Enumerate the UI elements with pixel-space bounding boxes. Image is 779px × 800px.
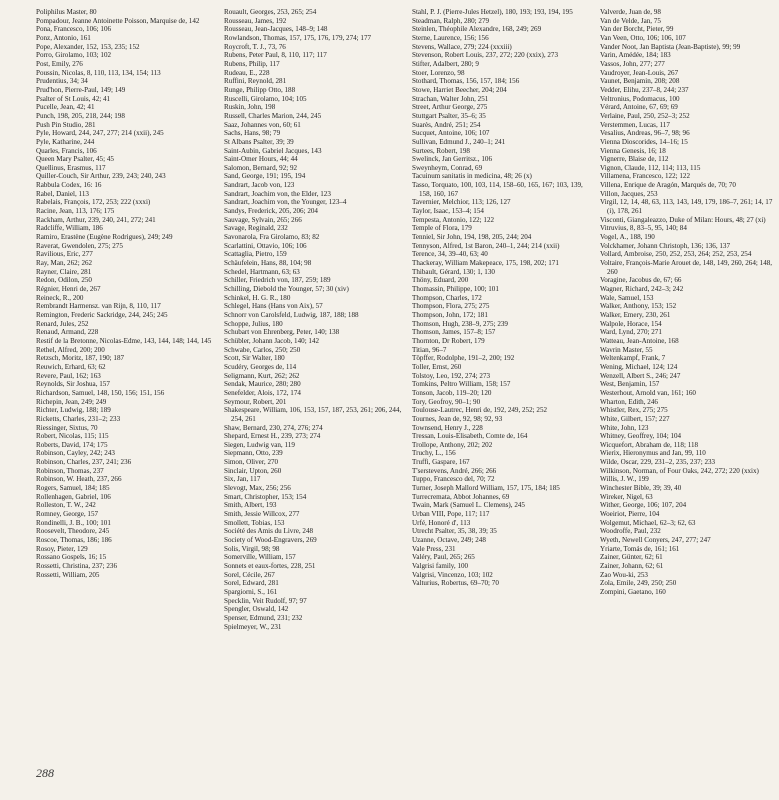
index-entry: Schnorr von Carolsfeld, Ludwig, 187, 188; 188 <box>224 310 359 319</box>
index-entry: Simon, Oliver, 270 <box>224 458 279 467</box>
index-entry: Suarès, André, 251; 254 <box>412 120 481 129</box>
index-entry: Tomkins, Peltro William, 158; 157 <box>412 380 511 389</box>
index-entry: Sorel, Cécile, 267 <box>224 570 275 579</box>
index-entry: Renaud, Armand, 228 <box>36 328 99 337</box>
index-entry: Renard, Jules, 252 <box>36 319 89 328</box>
index-column-2 <box>224 8 403 631</box>
index-entry: Walpole, Horace, 154 <box>600 319 662 328</box>
index-entry: Van der Borcht, Pieter, 99 <box>600 25 674 34</box>
index-entry: Thibault, Gérard, 130; 1, 130 <box>412 267 495 276</box>
index-entry: Robinson, Charles, 237, 241; 236 <box>36 458 132 467</box>
index-entry: Sandrart, Joachim von, the Elder, 123 <box>224 189 331 198</box>
index-entry: Scudéry, Georges de, 114 <box>224 362 297 371</box>
index-entry: Terence, 34, 39–40, 63; 40 <box>412 250 488 259</box>
index-entry: Ponz, Antonio, 161 <box>36 33 91 42</box>
index-entry: Tory, Geofroy, 90–1; 90 <box>412 397 481 406</box>
index-entry: Salomon, Bernard, 92; 92 <box>224 163 298 172</box>
index-entry: Walker, Anthony, 153; 152 <box>600 302 677 311</box>
index-entry: Rosoy, Pieter, 129 <box>36 544 88 553</box>
index-entry: Schlegel, Hans (Hans von Aix), 57 <box>224 302 323 311</box>
index-entry: Varin, Amédée, 184; 183 <box>600 51 671 60</box>
index-entry: Rousseau, Jean-Jacques, 148–9; 148 <box>224 25 328 34</box>
index-entry: Stothard, Thomas, 156, 157, 184; 156 <box>412 77 520 86</box>
index-entry: Tasso, Torquato, 100, 103, 114, 158–60, 165, 167; 103, 139, 158, 160, 167 <box>412 181 583 198</box>
index-entry: Pyle, Katharine, 244 <box>36 137 95 146</box>
index-entry: Society of Wood-Engravers, 269 <box>224 536 317 545</box>
index-entry: Turrecremata, Abbot Johannes, 69 <box>412 492 510 501</box>
index-entry: Smith, Albert, 193 <box>224 501 277 510</box>
index-entry: Thornton, Dr Robert, 179 <box>412 336 485 345</box>
index-entry: Van de Velde, Jan, 75 <box>600 16 661 25</box>
index-entry: Toller, Ernst, 260 <box>412 362 462 371</box>
index-entry: Slevogt, Max, 256; 256 <box>224 484 291 493</box>
index-entry: Vignon, Claude, 112, 114; 113, 115 <box>600 163 701 172</box>
index-entry: Schiller, Friedrich von, 187, 259; 189 <box>224 276 331 285</box>
index-entry: Wilde, Oscar, 229, 231–2, 235, 237; 233 <box>600 458 716 467</box>
index-entry: Rouault, Georges, 253, 265; 254 <box>224 8 317 16</box>
index-entry: Reynolds, Sir Joshua, 157 <box>36 380 110 389</box>
index-entry: Urfé, Honoré d', 113 <box>412 518 471 527</box>
index-entry: Tuppo, Francesco del, 70; 72 <box>412 475 495 484</box>
index-entry: Smollett, Tobias, 153 <box>224 518 285 527</box>
index-entry: Thompson, Flora, 275; 275 <box>412 302 490 311</box>
index-entry: Rethel, Alfred, 200; 200 <box>36 345 105 354</box>
index-entry: Yriarte, Tomás de, 161; 161 <box>600 544 680 553</box>
index-entry: Utrecht Psalter, 35, 38, 39; 35 <box>412 527 497 536</box>
index-column-4 <box>600 8 779 631</box>
index-entry: Pucelle, Jean, 42; 41 <box>36 103 95 112</box>
index-entry: Taylor, Isaac, 153–4; 154 <box>412 207 484 216</box>
index-entry: Ricketts, Charles, 231–2; 233 <box>36 414 121 423</box>
index-entry: Thackeray, William Makepeace, 175, 198, 202; 171 <box>412 259 559 268</box>
index-entry: Robinson, Thomas, 237 <box>36 466 104 475</box>
index-entry: Reineck, R., 200 <box>36 293 84 302</box>
index-entry: Vignerre, Blaise de, 112 <box>600 155 669 164</box>
index-entry: Rudeau, E., 228 <box>224 68 270 77</box>
index-entry: Tournes, Jean de, 92, 98; 92, 93 <box>412 414 503 423</box>
index-entry: Schubart von Ehrenberg, Peter, 140; 138 <box>224 328 340 337</box>
index-entry: Schinkel, H. G. R., 180 <box>224 293 291 302</box>
index-entry: Remington, Frederic Sackridge, 244, 245; 245 <box>36 310 168 319</box>
index-entry: Robinson, W. Heath, 237, 266 <box>36 475 122 484</box>
index-entry: Rackham, Arthur, 239, 240, 241, 272; 241 <box>36 215 156 224</box>
index-entry: Wilkinson, Norman, of Four Oaks, 242, 272; 220 (xxix) <box>600 466 759 475</box>
index-columns <box>36 8 779 631</box>
index-entry: Vogel, A., 188, 190 <box>600 233 655 242</box>
index-entry: Zao Wou-ki, 253 <box>600 570 648 579</box>
index-entry: Street, Arthur George, 275 <box>412 103 488 112</box>
index-entry: Stuttgart Psalter, 35–6; 35 <box>412 111 486 120</box>
index-entry: Pompadour, Jeanne Antoinette Poisson, Marquise de, 142 <box>36 16 200 25</box>
index-entry: Rowlandson, Thomas, 157, 175, 176, 179, 274; 177 <box>224 33 372 42</box>
index-entry: Swelinck, Jan Gerritsz., 106 <box>412 155 492 164</box>
index-entry: Weltenkampf, Frank, 7 <box>600 354 666 363</box>
index-entry: Société des Amis du Livre, 248 <box>224 527 314 536</box>
index-entry: Ray, Man, 262; 262 <box>36 259 93 268</box>
index-entry: Sorel, Edward, 281 <box>224 579 279 588</box>
index-entry: Wither, George, 106; 107, 204 <box>600 501 687 510</box>
index-entry: Strachan, Walter John, 251 <box>412 94 489 103</box>
index-entry: Valgrisi, Vincenzo, 103; 102 <box>412 570 493 579</box>
index-entry: West, Benjamin, 157 <box>600 380 660 389</box>
index-entry: Scattaglia, Pietro, 159 <box>224 250 287 259</box>
index-entry: Thomassin, Philippe, 100; 101 <box>412 285 499 293</box>
index-entry: Valéry, Paul, 265; 265 <box>412 553 475 562</box>
index-entry: Senefelder, Alois, 172, 174 <box>224 388 301 397</box>
index-entry: Roberts, David, 174; 175 <box>36 440 108 449</box>
index-entry: Tressan, Louis-Elisabeth, Comte de, 164 <box>412 432 528 441</box>
index-entry: Stifter, Adalbert, 280; 9 <box>412 59 479 68</box>
index-entry: Vedder, Elihu, 237–8, 244; 237 <box>600 85 689 94</box>
index-entry: Racine, Jean, 113, 176; 175 <box>36 207 115 216</box>
index-entry: Schwabe, Carlos, 250; 250 <box>224 345 301 354</box>
index-entry: Shaw, Bernard, 230, 274, 276; 274 <box>224 423 323 432</box>
index-entry: Ward, Lynd, 270; 271 <box>600 328 662 337</box>
index-entry: Thompson, Charles, 172 <box>412 293 482 302</box>
index-entry: Seymour, Robert, 201 <box>224 397 287 406</box>
index-entry: Trollope, Anthony, 202; 202 <box>412 440 493 449</box>
index-entry: Sand, George, 191; 195, 194 <box>224 172 306 181</box>
index-entry: Vaunet, Benjamin, 208; 208 <box>600 77 680 86</box>
index-entry: Schilling, Diebold the Younger, 57; 30 (xiv) <box>224 285 349 293</box>
index-entry: Prudentius, 34; 34 <box>36 77 88 86</box>
index-entry: Tenniel, Sir John, 194, 198, 205, 244; 204 <box>412 233 532 242</box>
index-entry: Redon, Odilon, 250 <box>36 276 92 285</box>
index-entry: Woeiriot, Pierre, 104 <box>600 510 660 519</box>
index-entry: Winchester Bible, 39; 39, 40 <box>600 484 682 493</box>
index-entry: Truffi, Gaspare, 167 <box>412 458 470 467</box>
index-entry: Stahl, P. J. (Pierre-Jules Hetzel), 180, 193; 193, 194, 195 <box>412 8 573 16</box>
index-entry: Surtees, Robert, 198 <box>412 146 470 155</box>
index-entry: Rabbula Codex, 16: 16 <box>36 181 102 190</box>
index-entry: Zompini, Gaetano, 160 <box>600 587 666 596</box>
index-entry: Russell, Charles Marion, 244, 245 <box>224 111 322 120</box>
index-entry: Shakespeare, William, 106, 153, 157, 187, 253, 261; 206, 244, 254, 261 <box>224 406 402 423</box>
index-entry: Wening, Michael, 124; 124 <box>600 362 678 371</box>
index-entry: Richardson, Samuel, 148, 150, 156; 151, 156 <box>36 388 165 397</box>
index-entry: Verlaine, Paul, 250, 252–3; 252 <box>600 111 690 120</box>
index-entry: Roscoe, Thomas, 186; 186 <box>36 536 112 545</box>
index-entry: Titian, 96–7 <box>412 345 447 354</box>
index-entry: Riessinger, Sixtus, 70 <box>36 423 98 432</box>
index-entry: Twain, Mark (Samuel L. Clemens), 245 <box>412 501 525 510</box>
index-entry: Romney, George, 157 <box>36 510 99 519</box>
index-entry: T'serstevens, André, 266; 266 <box>412 466 497 475</box>
index-entry: Solis, Virgil, 98; 98 <box>224 544 280 553</box>
index-entry: Sinclair, Upton, 260 <box>224 466 282 475</box>
index-entry: Rondinelli, J. B., 100; 101 <box>36 518 111 527</box>
index-entry: Visconti, Giangaleazzo, Duke of Milan: Hours, 48; 27 (xi) <box>600 215 766 224</box>
index-column-1 <box>36 8 215 631</box>
index-entry: Seligmann, Kurt, 262; 262 <box>224 371 300 380</box>
index-entry: Savonarola, Fra Girolamo, 83; 82 <box>224 233 320 242</box>
index-entry: Steadman, Ralph, 280; 279 <box>412 16 490 25</box>
index-entry: Smart, Christopher, 153; 154 <box>224 492 307 501</box>
index-entry: Scarlattini, Ottavio, 106; 106 <box>224 241 307 250</box>
index-entry: Virgil, 12, 14, 48, 63, 113, 143, 149, 179, 186–7, 261; 14, 17 (i), 178, 261 <box>600 198 773 216</box>
index-entry: Sauvage, Sylvain, 265; 266 <box>224 215 302 224</box>
index-entry: Westerhout, Arnold van, 161; 160 <box>600 388 696 397</box>
index-entry: Sandrart, Jacob von, 123 <box>224 181 295 190</box>
index-entry: Roycroft, T. J., 73, 76 <box>224 42 286 51</box>
index-entry: Valturius, Robertus, 69–70; 70 <box>412 579 499 588</box>
index-entry: Wale, Samuel, 153 <box>600 293 654 302</box>
index-entry: Post, Emily, 276 <box>36 59 83 68</box>
index-entry: Richepin, Jean, 249; 249 <box>36 397 107 406</box>
index-entry: Rembrandt Harmensz. van Rijn, 8, 110, 117 <box>36 302 161 311</box>
index-entry: Spengler, Oswald, 142 <box>224 605 289 614</box>
index-entry: Steinlen, Théophile Alexandre, 168, 249; 269 <box>412 25 542 34</box>
index-entry: Vérard, Antoine, 67, 69; 69 <box>600 103 678 112</box>
index-entry: Stoer, Lorenzo, 98 <box>412 68 465 77</box>
index-entry: Sucquet, Antoine, 106; 107 <box>412 129 490 138</box>
index-entry: Tacuinum sanitatis in medicina, 48; 26 (x) <box>412 172 532 181</box>
index-entry: Raverat, Gwendolen, 275; 275 <box>36 241 123 250</box>
index-entry: Vander Noot, Jan Baptista (Jean-Baptiste), 99; 99 <box>600 42 741 51</box>
page-number: 288 <box>36 766 54 780</box>
index-entry: Six, Jan, 117 <box>224 475 261 484</box>
index-entry: Whistler, Rex, 275; 275 <box>600 406 668 415</box>
index-entry: White, Gilbert, 157; 227 <box>600 414 670 423</box>
index-entry: Tempesta, Antonio, 122; 122 <box>412 215 495 224</box>
index-entry: Sandrart, Joachim von, the Younger, 123–4 <box>224 198 347 207</box>
index-entry: Zainer, Günter, 62; 61 <box>600 553 663 562</box>
index-entry: Schäufelein, Hans, 88, 104; 98 <box>224 259 312 268</box>
index-entry: Turner, Joseph Mallord William, 157, 175, 184; 185 <box>412 484 560 493</box>
index-entry: Wolgemut, Michael, 62–3; 62, 63 <box>600 518 696 527</box>
index-entry: Quellinus, Erasmus, 117 <box>36 163 106 172</box>
index-entry: Runge, Philipp Otto, 188 <box>224 85 296 94</box>
index-entry: Psalter of St Louis, 42; 41 <box>36 94 111 103</box>
index-entry: Vale Press, 231 <box>412 544 456 553</box>
index-entry: Ruffini, Reynold, 281 <box>224 77 287 86</box>
index-entry: Wagner, Richard, 242–3; 242 <box>600 285 684 293</box>
index-entry: Schoppe, Julius, 180 <box>224 319 283 328</box>
index-entry: Tonson, Jacob, 119–20; 120 <box>412 388 492 397</box>
index-entry: Volckhamer, Johann Christoph, 136; 136, 137 <box>600 241 731 250</box>
index-entry: Spielmeyer, W., 231 <box>224 622 282 631</box>
index-entry: Savage, Reginald, 232 <box>224 224 288 233</box>
index-entry: Pope, Alexander, 152, 153, 235; 152 <box>36 42 140 51</box>
index-entry: Voragine, Jacobus de, 67; 66 <box>600 276 682 285</box>
index-entry: Saaz, Johannes von, 60; 61 <box>224 120 301 129</box>
index-entry: Revere, Paul, 162; 163 <box>36 371 101 380</box>
index-entry: Villon, Jacques, 253 <box>600 189 658 198</box>
index-entry: Quiller-Couch, Sir Arthur, 239, 243; 240, 243 <box>36 172 166 181</box>
index-entry: Richter, Ludwig, 188; 189 <box>36 406 111 415</box>
index-entry: Vitruvius, 8, 83–5, 95, 140; 84 <box>600 224 687 233</box>
index-entry: Robinson, Cayley, 242; 243 <box>36 449 115 458</box>
index-entry: Punch, 198, 205, 218, 244; 198 <box>36 111 125 120</box>
index-entry: Truchy, L., 156 <box>412 449 456 458</box>
index-entry: Ruscelli, Girolamo, 104; 105 <box>224 94 307 103</box>
index-entry: Roosevelt, Theodore, 245 <box>36 527 110 536</box>
index-entry: Rabel, Daniel, 113 <box>36 189 89 198</box>
index-entry: Vollard, Ambroise, 250, 252, 253, 264; 252, 253, 254 <box>600 250 752 259</box>
index-entry: Spenser, Edmund, 231; 232 <box>224 613 303 622</box>
index-entry: Wicquefort, Abraham de, 118; 118 <box>600 440 699 449</box>
index-entry: Vienna Dioscorides, 14–16; 15 <box>600 137 688 146</box>
index-entry: Rossetti, Christina, 237; 236 <box>36 562 117 570</box>
index-entry: Saint-Omer Hours, 44; 44 <box>224 155 298 164</box>
index-entry: Thompson, John, 172; 181 <box>412 310 488 319</box>
index-entry: Townsend, Henry J., 228 <box>412 423 483 432</box>
index-entry: Siegen, Ludwig van, 119 <box>224 440 295 449</box>
index-entry: White, John, 123 <box>600 423 649 432</box>
index-entry: Valgrisi family, 100 <box>412 562 469 570</box>
index-entry: Vesalius, Andreas, 96–7, 98; 96 <box>600 129 690 138</box>
index-entry: Valverde, Juan de, 98 <box>600 8 661 16</box>
index-entry: Schübler, Johann Jacob, 140; 142 <box>224 336 320 345</box>
index-entry: Robert, Nicolas, 115; 115 <box>36 432 109 441</box>
index-entry: Wavrin Master, 55 <box>600 345 653 354</box>
index-entry: Vaudroyer, Jean-Louis, 267 <box>600 68 679 77</box>
index-entry: Temple of Flora, 179 <box>412 224 472 233</box>
index-entry: Whitney, Geoffrey, 104; 104 <box>600 432 682 441</box>
index-entry: Rogers, Samuel, 184; 185 <box>36 484 110 493</box>
index-entry: Vassos, John, 277; 277 <box>600 59 665 68</box>
index-entry: Stevenson, Robert Louis, 237, 272; 220 (xxix), 273 <box>412 51 559 60</box>
index-entry: Porro, Girolamo, 103; 102 <box>36 51 112 60</box>
index-entry: Zola, Emile, 249, 250; 250 <box>600 579 677 588</box>
index-entry: Sonnets et eaux-fortes, 228, 251 <box>224 562 316 570</box>
index-entry: Sweynheym, Conrad, 69 <box>412 163 483 172</box>
index-entry: Veltronius, Podomacus, 100 <box>600 94 680 103</box>
index-entry: Stowe, Harriet Beecher, 204; 204 <box>412 85 507 94</box>
index-entry: Schedel, Hartmann, 63; 63 <box>224 267 300 276</box>
index-entry: Villamena, Francesco, 122; 122 <box>600 172 690 181</box>
index-entry: Voltaire, François-Marie Arouet de, 148, 149, 260, 264; 148, 260 <box>600 259 773 276</box>
index-entry: Sachs, Hans, 98; 79 <box>224 129 281 138</box>
index-entry: Watteau, Jean-Antoine, 168 <box>600 336 679 345</box>
index-entry: Zainer, Johann, 62; 61 <box>600 562 664 570</box>
index-entry: Thöny, Eduard, 200 <box>412 276 469 285</box>
index-entry: Ravilious, Eric, 277 <box>36 250 93 259</box>
index-entry: Urban VIII, Pope, 117; 117 <box>412 510 490 519</box>
index-entry: Rollenhagen, Gabriel, 106 <box>36 492 111 501</box>
index-entry: Rayner, Claire, 281 <box>36 267 92 276</box>
index-entry: Smith, Jessie Willcox, 277 <box>224 510 300 519</box>
index-entry: Wyeth, Newell Conyers, 247, 277; 247 <box>600 536 711 545</box>
index-entry: Saint-Aubin, Gabriel Jacques, 143 <box>224 146 322 155</box>
index-entry: Sendak, Maurice, 280; 280 <box>224 380 301 389</box>
index-entry: Shepard, Ernest H., 239, 273; 274 <box>224 432 321 441</box>
index-entry: Radcliffe, William, 186 <box>36 224 103 233</box>
index-entry: Wenzell, Albert S., 246; 247 <box>600 371 681 380</box>
index-entry: Sullivan, Edmund J., 240–1; 241 <box>412 137 506 146</box>
index-entry: Quarles, Francis, 106 <box>36 146 97 155</box>
index-entry: Vienna Genesis, 16; 18 <box>600 146 666 155</box>
index-entry: Push Pin Studio, 281 <box>36 120 96 129</box>
index-entry: Ruskin, John, 198 <box>224 103 276 112</box>
index-entry: Toulouse-Lautrec, Henri de, 192, 249, 252; 252 <box>412 406 548 415</box>
index-entry: Tolstoy, Leo, 192, 274; 273 <box>412 371 491 380</box>
index-entry: Poliphilus Master, 80 <box>36 8 97 16</box>
index-entry: Töpffer, Rodolphe, 191–2, 200; 192 <box>412 354 515 363</box>
index-entry: Woodroffe, Paul, 232 <box>600 527 661 536</box>
index-entry: Régnier, Henri de, 267 <box>36 285 101 293</box>
index-entry: Rossetti, William, 205 <box>36 570 100 579</box>
index-entry: Scott, Sir Walter, 180 <box>224 354 285 363</box>
index-column-3 <box>412 8 591 631</box>
index-entry: Sandys, Frederick, 205, 206; 204 <box>224 207 318 216</box>
index-entry: Pona, Francesco, 106; 106 <box>36 25 112 34</box>
index-entry: Willis, J. W., 199 <box>600 475 649 484</box>
index-entry: Somerville, William, 157 <box>224 553 296 562</box>
index-entry: Rabelais, François, 172, 253; 222 (xxxi) <box>36 198 151 207</box>
index-entry: Prud'hon, Pierre-Paul, 149; 149 <box>36 85 126 94</box>
index-entry: Pyle, Howard, 244, 247, 277; 214 (xxii), 245 <box>36 129 164 138</box>
index-entry: Villena, Enrique de Aragón, Marqués de, 70; 70 <box>600 181 736 190</box>
index-entry: Sterne, Laurence, 156; 156 <box>412 33 489 42</box>
index-entry: Siepmann, Otto, 239 <box>224 449 283 458</box>
index-entry: Rubens, Philip, 117 <box>224 59 280 68</box>
index-entry: Restif de la Bretonne, Nicolas-Edme, 143, 144, 148; 144, 145 <box>36 336 212 345</box>
index-entry: Tavernier, Melchior, 113; 126, 127 <box>412 198 511 207</box>
index-entry: Ramiro, Erastène (Eugène Rodrigues), 249; 249 <box>36 233 173 242</box>
index-entry: St Albans Psalter, 39; 39 <box>224 137 294 146</box>
index-entry: Van Veen, Otto, 106; 106, 107 <box>600 33 686 42</box>
index-entry: Wierix, Hieronymus and Jan, 99, 110 <box>600 449 706 458</box>
index-entry: Uzanne, Octave, 249; 248 <box>412 536 486 545</box>
index-entry: Specklin, Veit Rudolf, 97; 97 <box>224 596 307 605</box>
index-entry: Poussin, Nicolas, 8, 110, 113, 134, 154; 113 <box>36 68 161 77</box>
index-entry: Stevens, Wallace, 279; 224 (xxxiii) <box>412 42 512 51</box>
index-entry: Thomson, James, 157–8; 157 <box>412 328 496 337</box>
index-entry: Rousseau, James, 192 <box>224 16 287 25</box>
index-entry: Retzsch, Moritz, 187, 190; 187 <box>36 354 125 363</box>
index-entry: Thomson, Hugh, 238–9, 275; 239 <box>412 319 508 328</box>
index-entry: Rubens, Peter Paul, 8, 110, 117; 117 <box>224 51 327 60</box>
index-entry: Rolleston, T. W., 242 <box>36 501 96 510</box>
index-entry: Walker, Emery, 230, 261 <box>600 310 671 319</box>
index-entry: Wireker, Nigel, 63 <box>600 492 653 501</box>
index-entry: Reuwich, Erhard, 63; 62 <box>36 362 106 371</box>
index-entry: Wharton, Edith, 246 <box>600 397 658 406</box>
index-entry: Verstemmen, Lucas, 117 <box>600 120 670 129</box>
index-entry: Queen Mary Psalter, 45; 45 <box>36 155 114 164</box>
index-entry: Tennyson, Alfred, 1st Baron, 240–1, 244; 214 (xxii) <box>412 241 560 250</box>
index-entry: Rossano Gospels, 16; 15 <box>36 553 107 562</box>
index-entry: Spargiorni, S., 161 <box>224 587 278 596</box>
